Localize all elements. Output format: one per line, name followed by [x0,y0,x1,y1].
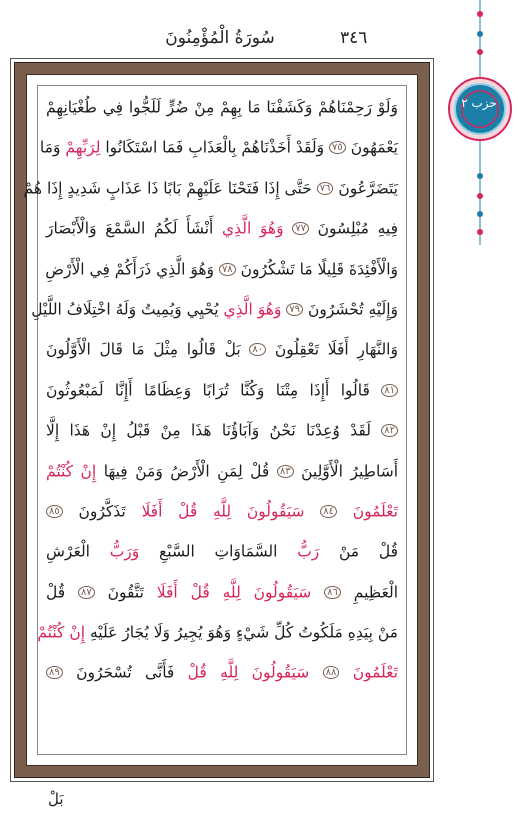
ayah-number: ٧٦ [317,182,334,195]
highlighted-word: وَرَبُّ [109,542,140,561]
verse-text: وَالْأَفْئِدَةَ قَلِيلًا مَا تَشْكُرُونَ [240,260,398,279]
verse-text: قُلْ مَنْ [339,542,398,561]
highlighted-word: قُلْ [187,663,207,682]
highlighted-word: سَيَقُولُونَ لِلَّهِ [212,502,305,521]
text-line [46,583,398,623]
verse-text: بَلْ قَالُوا مِثْلَ مَا قَالَ الْأَوَّلُونَ [46,340,241,359]
verse-text: فَأَنَّى تُسْحَرُونَ [76,663,175,682]
hizb-label: حزب ٢ [461,96,497,110]
text-line [46,462,398,502]
highlighted-word: سَيَقُولُونَ لِلَّهِ [220,663,310,682]
verse-text: قَالُوا أَإِذَا مِتْنَا وَكُنَّا تُرَابًا وَعِظَامًا أَإِنَّا لَمَبْعُوثُونَ [46,381,370,400]
ayah-number: ٨٢ [381,424,398,437]
page-number: ٣٤٦ [340,28,368,48]
verse-text: وَإِلَيْهِ تُحْشَرُونَ [308,300,398,319]
highlighted-word: لِرَبِّهِمْ [65,138,101,157]
ayah-number: ٨٥ [46,505,63,518]
verse-text: وَلَوْ رَحِمْنَاهُمْ وَكَشَفْنَا مَا بِهِمْ مِنْ ضُرٍّ لَلَجُّوا فِي طُغْيَانِهِمْ [46,98,398,117]
verse-text: وَهُوَ الَّذِي ذَرَأَكُمْ فِي الْأَرْضِ [45,260,214,279]
ayah-number: ٨٦ [324,586,341,599]
verse-text: أَنْشَأَ لَكُمُ السَّمْعَ وَالْأَبْصَارَ [46,219,214,238]
verse-text: السَّمَاوَاتِ السَّبْعِ [159,542,278,561]
verse-text: حَتَّى إِذَا فَتَحْنَا عَلَيْهِمْ بَابًا ذَا عَذَابٍ شَدِيدٍ إِذَا هُمْ [23,179,312,198]
verse-text: الْعَرْشِ [46,542,90,561]
ayah-number: ٨٧ [78,586,95,599]
ayah-number: ٨٤ [320,505,337,518]
verse-text: وَمَا [39,138,61,157]
verse-text: وَلَقَدْ أَخَذْنَاهُمْ بِالْعَذَابِ فَمَا اسْتَكَانُوا [105,138,325,157]
ayah-number: ٨١ [381,384,398,397]
verse-text: يَعْمَهُونَ [350,138,398,157]
surah-title: سُورَةُ الْمُؤْمِنُونَ [165,28,275,48]
verse-text: أَسَاطِيرُ الْأَوَّلِينَ [301,462,399,481]
verse-text: مَنْ بِيَدِهِ مَلَكُوتُ كُلِّ شَيْءٍ وَهُوَ يُجِيرُ وَلَا يُجَارُ عَلَيْهِ [89,623,398,642]
verse-text: لَقَدْ وُعِدْنَا نَحْنُ وَآبَاؤُنَا هَذَا مِنْ قَبْلُ إِنْ هَذَا إِلَّا [46,421,371,440]
verse-text: يُحْيِي وَيُمِيتُ وَلَهُ اخْتِلَافُ اللَّيْلِ [31,300,219,319]
ayah-number: ٨٣ [277,465,294,478]
ayah-number: ٨٩ [46,666,63,679]
text-line [46,340,398,380]
highlighted-word: رَبُّ [297,542,320,561]
verse-text: وَالنَّهَارِ أَفَلَا تَعْقِلُونَ [274,340,398,359]
text-line [46,663,398,703]
highlighted-word: وَهُوَ الَّذِي [221,219,284,238]
text-line [37,623,398,663]
highlighted-word: قُلْ أَفَلَا [141,502,198,521]
ayah-number: ٨٨ [323,666,340,679]
verse-text: تَتَّقُونَ [107,583,144,602]
verse-text: تَذَكَّرُونَ [78,502,126,521]
ayah-number: ٧٨ [219,263,236,276]
highlighted-word: سَيَقُولُونَ لِلَّهِ [222,583,312,602]
highlighted-word: تَعْلَمُونَ [352,502,398,521]
verse-text: قُلْ [46,583,66,602]
ayah-number: ٨٠ [249,343,266,356]
highlighted-word: إِنْ كُنْتُمْ [37,623,86,642]
text-line [46,98,398,138]
text-line [46,219,398,259]
text-line [46,542,398,582]
ayah-number: ٧٩ [286,303,303,316]
catchword: بَلْ [48,790,64,808]
text-line [23,179,398,219]
text-line [46,502,398,542]
ayah-number: ٧٥ [329,141,346,154]
quran-text [23,98,399,704]
highlighted-word: إِنْ كُنْتُمْ [46,462,97,481]
highlighted-word: وَهُوَ الَّذِي [223,300,282,319]
verse-text: قُلْ لِمَنِ الْأَرْضُ وَمَنْ فِيهَا [103,462,270,481]
text-line [31,300,398,340]
text-line [46,381,398,421]
text-line [46,421,398,461]
verse-text: يَتَضَرَّعُونَ [338,179,398,198]
text-line [46,260,398,300]
ayah-number: ٧٧ [292,222,309,235]
highlighted-word: قُلْ أَفَلَا [156,583,210,602]
verse-text: الْعَظِيمِ [353,583,398,602]
verse-text: فِيهِ مُبْلِسُونَ [317,219,398,238]
text-line [39,138,398,178]
highlighted-word: تَعْلَمُونَ [352,663,398,682]
page-header [0,0,440,64]
